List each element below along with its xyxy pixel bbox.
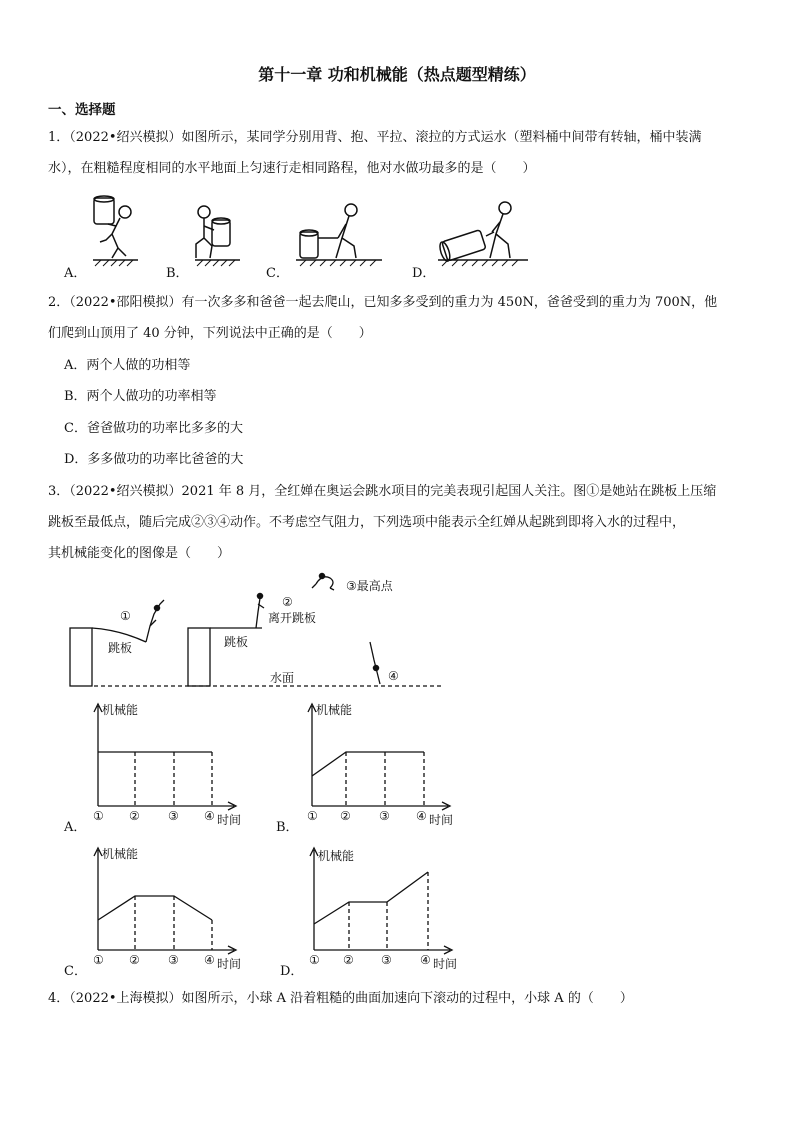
graph-d (288, 842, 488, 982)
graph-a-tick-3: ③ (168, 809, 179, 823)
page-title: 第十一章 功和机械能（热点题型精练） (258, 65, 536, 84)
graph-d-tick-1: ① (309, 953, 320, 967)
graph-b-ylabel: 机械能 (316, 703, 353, 717)
q2-option-d[interactable]: D．多多做功的功率比爸爸的大 (64, 452, 244, 467)
scene-board-1: 跳板 (108, 641, 133, 655)
graph-c-tick-2: ② (129, 953, 140, 967)
diving-scene (0, 568, 794, 698)
graph-d-ylabel: 机械能 (318, 849, 355, 863)
graph-b-tick-3: ③ (379, 809, 390, 823)
graph-a-tick-2: ② (129, 809, 140, 823)
scene-leave-board: 离开跳板 (268, 611, 317, 625)
q3-option-a[interactable]: A． (64, 820, 87, 835)
graph-b-tick-2: ② (340, 809, 351, 823)
graph-a-ylabel: 机械能 (102, 703, 139, 717)
q2-text-line1: 2．（2022•邵阳模拟）有一次多多和爸爸一起去爬山，已知多多受到的重力为 450N，爸爸受到的重力为 700N，他 (48, 295, 718, 310)
graph-a-tick-4: ④ (204, 809, 215, 823)
q1-option-b[interactable]: B． (166, 266, 189, 281)
q1-option-d[interactable]: D． (412, 266, 436, 281)
graph-b-tick-4: ④ (416, 809, 427, 823)
graph-b-tick-1: ① (307, 809, 318, 823)
q1-figures (0, 190, 794, 280)
graph-c-tick-4: ④ (204, 953, 215, 967)
graph-d-tick-4: ④ (420, 953, 431, 967)
graph-c-tick-3: ③ (168, 953, 179, 967)
q1-text-line1: 1．（2022•绍兴模拟）如图所示，某同学分别用背、抱、平拉、滚拉的方式运水（塑料桶中间带有转轴，桶中装满 (48, 130, 702, 145)
graph-d-xlabel: 时间 (433, 957, 458, 971)
scene-label-2: ② (282, 595, 293, 609)
graph-a (72, 698, 272, 838)
q3-text-line3: 其机械能变化的图像是（ ） (48, 546, 231, 561)
graph-b-xlabel: 时间 (429, 813, 454, 827)
q1-option-a[interactable]: A． (64, 266, 87, 281)
graph-d-tick-2: ② (343, 953, 354, 967)
scene-board-2: 跳板 (224, 635, 249, 649)
q2-text-line2: 们爬到山顶用了 40 分钟，下列说法中正确的是（ ） (48, 326, 372, 341)
q1-text-line2: 水），在粗糙程度相同的水平地面上匀速行走相同路程，他对水做功最多的是（ ） (48, 161, 536, 176)
graph-c-xlabel: 时间 (217, 957, 242, 971)
q3-option-c[interactable]: C． (64, 964, 87, 979)
q4-text-line1: 4．（2022•上海模拟）如图所示，小球 A 沿着粗糙的曲面加速向下滚动的过程中，小球 A 的（ ） (48, 991, 633, 1006)
graph-a-xlabel: 时间 (217, 813, 242, 827)
graph-b (286, 698, 486, 838)
scene-label-1: ① (120, 609, 131, 623)
q2-option-a[interactable]: A．两个人做的功相等 (64, 358, 191, 373)
q3-option-b[interactable]: B． (276, 820, 299, 835)
scene-label-3: ③最高点 (346, 579, 393, 593)
scene-label-4: ④ (388, 669, 399, 683)
graph-c-ylabel: 机械能 (102, 847, 139, 861)
q3-option-d[interactable]: D． (280, 964, 304, 979)
section-heading: 一、选择题 (48, 102, 116, 118)
graph-c (72, 842, 272, 982)
graph-a-tick-1: ① (93, 809, 104, 823)
graph-c-tick-1: ① (93, 953, 104, 967)
q2-option-b[interactable]: B．两个人做功的功率相等 (64, 389, 217, 404)
graph-d-tick-3: ③ (381, 953, 392, 967)
scene-water: 水面 (270, 671, 295, 685)
q3-text-line2: 跳板至最低点，随后完成②③④动作。不考虑空气阻力，下列选项中能表示全红婵从起跳到即将入水的过程中， (48, 515, 686, 530)
q3-text-line1: 3．（2022•绍兴模拟）2021 年 8 月，全红婵在奥运会跳水项目的完美表现引起国人关注。图①是她站在跳板上压缩 (48, 484, 717, 499)
q2-option-c[interactable]: C．爸爸做功的功率比多多的大 (64, 421, 243, 436)
q1-option-c[interactable]: C． (266, 266, 289, 281)
